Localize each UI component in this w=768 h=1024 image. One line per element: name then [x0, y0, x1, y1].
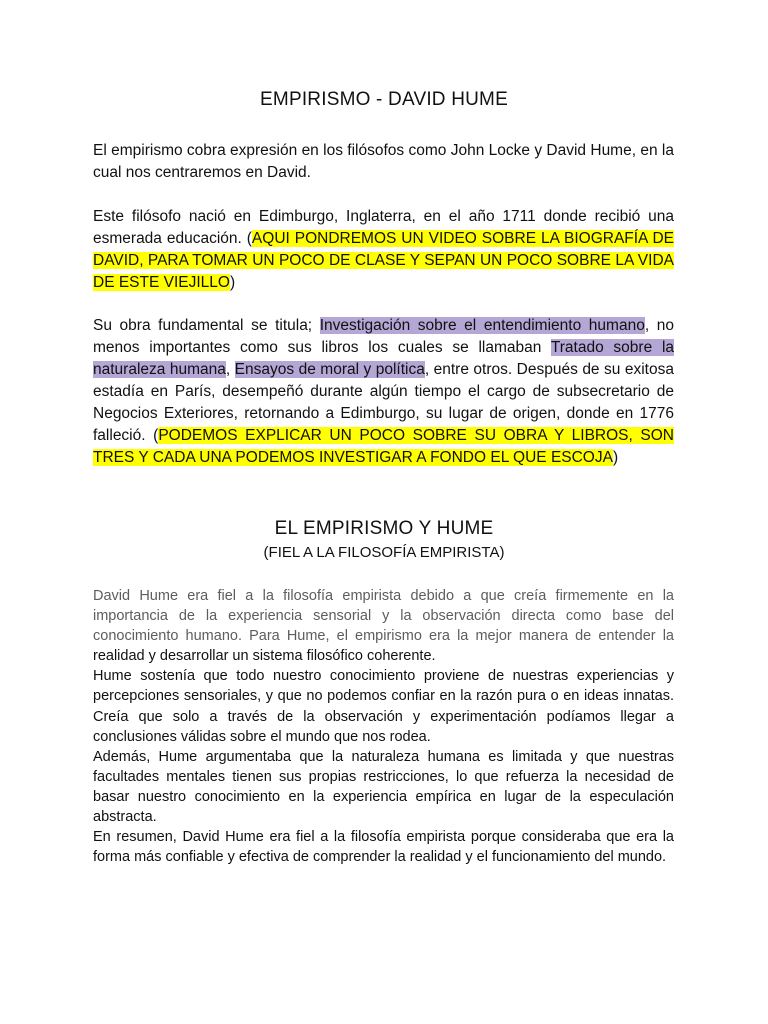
works-text-b: , no menos importantes como sus libros los cuales se llamaban: [93, 317, 674, 356]
paragraph-knowledge: Hume sostenía que todo nuestro conocimiento proviene de nuestras experiencias y percepciones sensoriales, y que no podemos confiar en la razón pura o en ideas innatas. Creía que solo a través de la observación y experimentación podíamos llegar a conclusiones válidas sobre el mundo que nos rodea.: [93, 668, 674, 745]
birth-text-close: ): [229, 274, 236, 291]
works-text-d: , entre otros. Después de su exitosa estadía en París, desempeñó durante algún tiempo el cargo de subsecretario de Negocios Exteriores, retornando a Edimburgo, su lugar de origen, donde en 1776 falleció. (: [93, 361, 674, 444]
document-title: EMPIRISMO - DAVID HUME: [260, 89, 508, 110]
highlight-book-ensayos: Ensayos de moral y política: [234, 361, 425, 378]
paragraph-intro: [93, 140, 674, 184]
works-text-a: Su obra fundamental se titula;: [93, 317, 320, 334]
highlight-book-tratado: Tratado sobre la naturaleza humana: [93, 339, 675, 378]
paragraph-fidelity: [93, 586, 674, 666]
works-text-c: ,: [225, 361, 235, 378]
paragraph-human-nature: Además, Hume argumentaba que la naturaleza humana es limitada y que nuestras facultades mentales tienen sus propias restricciones, lo que refuerza la necesidad de basar nuestro conocimiento en la experiencia empírica en lugar de la especulación abstracta.: [93, 748, 674, 826]
paragraph-summary: En resumen, David Hume era fiel a la filosofía empirista porque consideraba que era la forma más confiable y efectiva de comprender la realidad y el funcionamiento del mundo.: [93, 829, 674, 866]
highlight-note-video: AQUI PONDREMOS UN VIDEO SOBRE LA BIOGRAFÍA DE DAVID, PARA TOMAR UN POCO DE CLASE Y SEPAN UN POCO SOBRE LA VIDA DE ESTE VIEJILLO: [93, 230, 675, 291]
birth-text: Este filósofo nació en Edimburgo, Inglaterra, en el año 1711 donde recibió una esmerada educación. (: [93, 208, 674, 247]
fidelity-text-gray: David Hume era fiel a la filosofía empirista debido a que creía firmemente en la importancia de la experiencia sensorial y la observación directa como base del conocimiento humano. Para Hume, el empirismo era la mejor manera de entender la: [93, 588, 674, 645]
highlight-note-books: PODEMOS EXPLICAR UN POCO SOBRE SU OBRA Y LIBROS, SON TRES Y CADA UNA PODEMOS INVESTIGAR A FONDO EL QUE ESCOJA: [93, 427, 674, 466]
fidelity-text-rest: realidad y desarrollar un sistema filosófico coherente.: [93, 648, 436, 665]
paragraph-intro-text: El empirismo cobra expresión en los filósofos como John Locke y David Hume, en la cual nos centraremos en David.: [93, 142, 674, 181]
paragraph-birth: [93, 206, 674, 294]
section-body: [93, 586, 674, 867]
paragraph-birth-text: [93, 206, 674, 294]
highlight-book-investigacion: Investigación sobre el entendimiento humano: [319, 317, 645, 334]
paragraph-works-text: [93, 315, 674, 469]
paragraph-works: [93, 315, 674, 469]
section-subtitle: (FIEL A LA FILOSOFÍA EMPIRISTA): [263, 544, 505, 561]
works-text-close: ): [612, 449, 619, 466]
section-title: EL EMPIRISMO Y HUME: [274, 518, 494, 539]
